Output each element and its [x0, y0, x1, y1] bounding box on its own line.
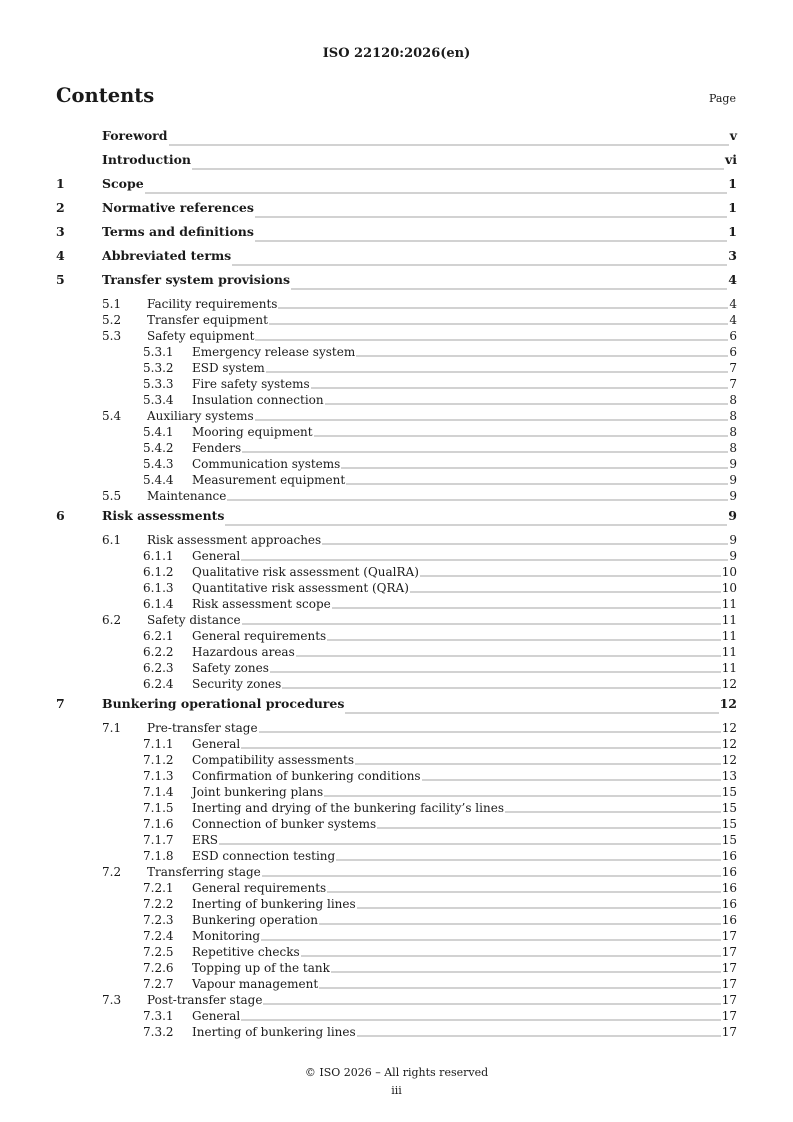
toc-entry-page: 11 — [721, 629, 737, 643]
toc-entry-title: Scope — [102, 176, 144, 191]
toc-entry-number: 7 — [56, 696, 65, 711]
toc-entry-number: 6.2.2 — [143, 645, 174, 659]
toc-entry[interactable] — [56, 960, 737, 976]
toc-entry-number: 5.4 — [102, 409, 122, 423]
dot-leader — [331, 969, 721, 973]
toc-entry[interactable] — [56, 816, 737, 832]
dot-leader — [420, 573, 721, 577]
toc-entry-title: General requirements — [192, 881, 327, 895]
toc-entry[interactable] — [56, 736, 737, 752]
toc-entry[interactable] — [56, 832, 737, 848]
toc-entry-title: Fire safety systems — [192, 377, 310, 391]
dot-leader — [278, 305, 728, 309]
dot-leader — [192, 166, 724, 170]
toc-entry-number: 6 — [56, 508, 65, 523]
toc-entry-title: General — [192, 737, 241, 751]
toc-entry[interactable] — [56, 152, 737, 176]
dot-leader — [377, 825, 721, 829]
dot-leader — [314, 433, 729, 437]
toc-entry-title: Bunkering operation — [192, 913, 318, 927]
toc-entry-number: 5.5 — [102, 489, 122, 503]
dot-leader — [296, 653, 721, 657]
toc-entry-number: 6.2.3 — [143, 661, 174, 675]
toc-entry[interactable] — [56, 976, 737, 992]
toc-entry-title: Maintenance — [147, 489, 227, 503]
dot-leader — [346, 481, 728, 485]
toc-entry-title: Inerting of bunkering lines — [192, 1025, 356, 1039]
toc-entry-title: Safety equipment — [147, 329, 255, 343]
toc-entry-number: 7.1.5 — [143, 801, 174, 815]
toc-entry[interactable] — [56, 992, 737, 1008]
toc-entry-number: 7.1.7 — [143, 833, 174, 847]
toc-entry-number: 7.2 — [102, 865, 122, 879]
toc-entry-number: 7.1.2 — [143, 753, 174, 767]
toc-entry[interactable] — [56, 928, 737, 944]
toc-entry[interactable] — [56, 456, 737, 472]
toc-entry-page: v — [729, 128, 737, 143]
toc-entry-title: Bunkering operational procedures — [102, 696, 345, 711]
dot-leader — [261, 937, 721, 941]
toc-entry-title: Topping up of the tank — [192, 961, 330, 975]
toc-entry-title: Transfer equipment — [147, 313, 268, 327]
dot-leader — [324, 793, 721, 797]
toc-entry-title: Terms and definitions — [102, 224, 254, 239]
toc-entry[interactable] — [56, 360, 737, 376]
toc-entry-number: 6.1.2 — [143, 565, 174, 579]
toc-entry[interactable] — [56, 564, 737, 580]
toc-entry-number: 5.1 — [102, 297, 122, 311]
toc-entry-title: Insulation connection — [192, 393, 324, 407]
toc-entry-page: 7 — [729, 361, 737, 375]
toc-entry-page: 16 — [721, 865, 737, 879]
dot-leader — [357, 905, 721, 909]
toc-entry-page: 15 — [721, 801, 737, 815]
toc-entry-page: 4 — [729, 313, 737, 327]
dot-leader — [357, 1033, 721, 1037]
toc-entry-title: ESD connection testing — [192, 849, 336, 863]
dot-leader — [332, 605, 721, 609]
toc-entry-number: 7.1.1 — [143, 737, 174, 751]
page-number: iii — [391, 1084, 402, 1097]
toc-entry-title: Introduction — [102, 152, 192, 167]
toc-entry-title: General requirements — [192, 629, 327, 643]
toc-entry-page: 17 — [721, 945, 737, 959]
dot-leader — [270, 669, 721, 673]
toc-entry[interactable] — [56, 176, 737, 200]
dot-leader — [255, 238, 727, 242]
toc-entry[interactable] — [56, 1008, 737, 1024]
toc-entry-title: Qualitative risk assessment (QualRA) — [192, 565, 419, 579]
toc-entry-page: 12 — [721, 753, 737, 767]
toc-entry[interactable] — [56, 880, 737, 896]
toc-entry[interactable] — [56, 376, 737, 392]
toc-entry[interactable] — [56, 596, 737, 612]
toc-entry-title: Security zones — [192, 677, 282, 691]
toc-entry[interactable] — [56, 752, 737, 768]
toc-entry-title: Risk assessment approaches — [147, 533, 322, 547]
dot-leader — [336, 857, 720, 861]
toc-entry-page: 1 — [728, 224, 737, 239]
toc-entry-title: Measurement equipment — [192, 473, 346, 487]
dot-leader — [232, 262, 727, 266]
toc-entry-title: Joint bunkering plans — [192, 785, 324, 799]
toc-entry-page: 16 — [721, 913, 737, 927]
toc-entry-title: Inerting and drying of the bunkering facility’s lines — [192, 801, 504, 815]
toc-entry-number: 6.2 — [102, 613, 122, 627]
toc-entry-number: 1 — [56, 176, 65, 191]
toc-entry-number: 5.3 — [102, 329, 122, 343]
toc-entry-page: 12 — [719, 696, 737, 711]
toc-entry-number: 5.2 — [102, 313, 122, 327]
toc-entry-page: 17 — [721, 961, 737, 975]
toc-entry-title: Compatibility assessments — [192, 753, 354, 767]
toc-entry-page: 4 — [729, 297, 737, 311]
dot-leader — [225, 522, 727, 526]
toc-entry-page: 16 — [721, 897, 737, 911]
toc-entry-title: Mooring equipment — [192, 425, 313, 439]
toc-entry-title: Quantitative risk assessment (QRA) — [192, 581, 409, 595]
toc-entry[interactable] — [56, 128, 737, 152]
toc-entry-title: Communication systems — [192, 457, 341, 471]
toc-entry[interactable] — [56, 312, 737, 328]
toc-entry[interactable] — [56, 784, 737, 800]
toc-entry[interactable] — [56, 472, 737, 488]
dot-leader — [356, 353, 728, 357]
dot-leader — [219, 841, 721, 845]
toc-entry-page: 17 — [721, 977, 737, 991]
toc-entry-number: 5.4.3 — [143, 457, 174, 471]
toc-entry-page: 6 — [729, 345, 737, 359]
toc-entry[interactable] — [56, 424, 737, 440]
toc-entry[interactable] — [56, 224, 737, 248]
dot-leader — [262, 873, 721, 877]
toc-entry-title: Pre-transfer stage — [147, 721, 258, 735]
toc-entry-page: 15 — [721, 817, 737, 831]
toc-entry-page: 17 — [721, 1009, 737, 1023]
dot-leader — [327, 637, 721, 641]
toc-entry-page: 9 — [729, 489, 737, 503]
toc-entry[interactable] — [56, 628, 737, 644]
toc-entry-title: Transferring stage — [147, 865, 261, 879]
dot-leader — [255, 417, 729, 421]
toc-entry-title: General — [192, 1009, 241, 1023]
dot-leader — [319, 985, 721, 989]
toc-entry[interactable] — [56, 768, 737, 784]
toc-entry-title: Repetitive checks — [192, 945, 300, 959]
toc-entry[interactable] — [56, 580, 737, 596]
dot-leader — [266, 369, 729, 373]
toc-entry-title: Connection of bunker systems — [192, 817, 377, 831]
dot-leader — [410, 589, 721, 593]
page-column-label: Page — [708, 92, 736, 105]
toc-entry-title: Confirmation of bunkering conditions — [192, 769, 421, 783]
toc-entry-number: 7.3.1 — [143, 1009, 174, 1023]
toc-entry-number: 3 — [56, 224, 65, 239]
contents-title: Contents — [56, 84, 155, 107]
dot-leader — [241, 1017, 720, 1021]
toc-entry[interactable] — [56, 644, 737, 660]
toc-entry-number: 7.2.2 — [143, 897, 174, 911]
toc-entry-page: 6 — [729, 329, 737, 343]
toc-entry-title: Post-transfer stage — [147, 993, 263, 1007]
dot-leader — [269, 321, 728, 325]
toc-entry-number: 6.1.1 — [143, 549, 174, 563]
dot-leader — [301, 953, 721, 957]
toc-entry[interactable] — [56, 440, 737, 456]
toc-entry[interactable] — [56, 200, 737, 224]
toc-entry-number: 5.3.2 — [143, 361, 174, 375]
toc-entry[interactable] — [56, 508, 737, 532]
toc-entry-page: 11 — [721, 661, 737, 675]
toc-entry-page: 9 — [729, 533, 737, 547]
toc-entry-page: 11 — [721, 645, 737, 659]
toc-entry-number: 7.2.7 — [143, 977, 174, 991]
toc-entry-number: 6.1 — [102, 533, 122, 547]
toc-entry-page: 9 — [728, 508, 737, 523]
toc-entry-page: 9 — [729, 473, 737, 487]
toc-entry-page: 8 — [729, 409, 737, 423]
toc-entry-title: Hazardous areas — [192, 645, 295, 659]
toc-entry[interactable] — [56, 696, 737, 720]
toc-entry-number: 6.2.1 — [143, 629, 174, 643]
dot-leader — [241, 745, 720, 749]
toc-entry[interactable] — [56, 864, 737, 880]
toc-entry-number: 7.1.8 — [143, 849, 174, 863]
toc-entry-page: 3 — [728, 248, 737, 263]
toc-entry[interactable] — [56, 392, 737, 408]
toc-entry[interactable] — [56, 548, 737, 564]
dot-leader — [255, 337, 728, 341]
dot-leader — [325, 401, 729, 405]
dot-leader — [341, 465, 728, 469]
document-header: ISO 22120:2026(en) — [322, 46, 471, 61]
toc-entry-title: Normative references — [102, 200, 254, 215]
dot-leader — [422, 777, 721, 781]
dot-leader — [319, 921, 721, 925]
toc-entry-number: 5.4.4 — [143, 473, 174, 487]
toc-entry-title: Abbreviated terms — [102, 248, 232, 263]
toc-entry-page: 13 — [721, 769, 737, 783]
toc-entry-number: 7.2.3 — [143, 913, 174, 927]
toc-entry-number: 5.4.1 — [143, 425, 174, 439]
toc-entry-page: 8 — [729, 441, 737, 455]
toc-entry-title: Emergency release system — [192, 345, 356, 359]
dot-leader — [241, 557, 728, 561]
dot-leader — [291, 286, 727, 290]
toc-entry[interactable] — [56, 944, 737, 960]
toc-entry-title: Safety distance — [147, 613, 241, 627]
toc-entry-title: Foreword — [102, 128, 168, 143]
toc-entry[interactable] — [56, 660, 737, 676]
toc-entry-title: ERS — [192, 833, 219, 847]
toc-entry-page: 10 — [721, 565, 737, 579]
toc-entry-title: Fenders — [192, 441, 242, 455]
toc-entry-number: 7.1 — [102, 721, 122, 735]
dot-leader — [169, 142, 729, 146]
toc-entry-page: 17 — [721, 993, 737, 1007]
toc-entry-number: 7.3.2 — [143, 1025, 174, 1039]
toc-entry-page: 1 — [728, 176, 737, 191]
toc-entry[interactable] — [56, 612, 737, 628]
toc-entry-number: 4 — [56, 248, 65, 263]
toc-entry-page: 4 — [728, 272, 737, 287]
toc-entry-title: Facility requirements — [147, 297, 278, 311]
toc-entry[interactable] — [56, 720, 737, 736]
toc-entry-page: 15 — [721, 833, 737, 847]
toc-entry-number: 6.1.4 — [143, 597, 174, 611]
toc-entry[interactable] — [56, 532, 737, 548]
toc-entry-page: 8 — [729, 393, 737, 407]
toc-entry-page: 12 — [721, 737, 737, 751]
toc-entry-page: 12 — [721, 677, 737, 691]
toc-entry-title: Monitoring — [192, 929, 261, 943]
dot-leader — [355, 761, 721, 765]
dot-leader — [242, 449, 728, 453]
toc-entry-page: 9 — [729, 457, 737, 471]
toc-entry-number: 7.2.1 — [143, 881, 174, 895]
toc-entry[interactable] — [56, 296, 737, 312]
toc-entry[interactable] — [56, 488, 737, 504]
toc-entry-number: 7.3 — [102, 993, 122, 1007]
toc-entry-number: 7.1.3 — [143, 769, 174, 783]
dot-leader — [322, 541, 728, 545]
toc-entry-page: 17 — [721, 1025, 737, 1039]
toc-entry-number: 5.3.4 — [143, 393, 174, 407]
toc-entry-title: Risk assessments — [102, 508, 225, 523]
toc-entry-page: 12 — [721, 721, 737, 735]
dot-leader — [227, 497, 728, 501]
toc-entry-number: 7.2.6 — [143, 961, 174, 975]
toc-entry-title: Risk assessment scope — [192, 597, 331, 611]
toc-entry[interactable] — [56, 248, 737, 272]
toc-entry-page: 7 — [729, 377, 737, 391]
toc-entry-number: 7.2.5 — [143, 945, 174, 959]
toc-entry-page: 16 — [721, 849, 737, 863]
toc-entry-number: 7.1.4 — [143, 785, 174, 799]
dot-leader — [259, 729, 721, 733]
toc-entry-page: 16 — [721, 881, 737, 895]
toc-entry[interactable] — [56, 800, 737, 816]
toc-entry-page: 8 — [729, 425, 737, 439]
toc-entry[interactable] — [56, 912, 737, 928]
toc-entry-number: 7.2.4 — [143, 929, 174, 943]
toc-entry[interactable] — [56, 328, 737, 344]
dot-leader — [311, 385, 729, 389]
toc-entry[interactable] — [56, 1024, 737, 1040]
toc-entry-page: 15 — [721, 785, 737, 799]
toc-entry-number: 6.1.3 — [143, 581, 174, 595]
toc-entry-title: ESD system — [192, 361, 265, 375]
toc-entry-number: 5.3.1 — [143, 345, 174, 359]
toc-entry[interactable] — [56, 344, 737, 360]
toc-entry-title: Auxiliary systems — [147, 409, 254, 423]
toc-entry[interactable] — [56, 676, 737, 692]
dot-leader — [255, 214, 727, 218]
dot-leader — [145, 190, 728, 194]
toc-entry-number: 5.4.2 — [143, 441, 174, 455]
toc-entry[interactable] — [56, 848, 737, 864]
toc-entry-title: Inerting of bunkering lines — [192, 897, 356, 911]
dot-leader — [345, 710, 718, 714]
toc-entry[interactable] — [56, 408, 737, 424]
toc-entry-number: 5.3.3 — [143, 377, 174, 391]
toc-entry-title: Safety zones — [192, 661, 269, 675]
toc-entry-page: 9 — [729, 549, 737, 563]
table-of-contents — [56, 128, 737, 1040]
dot-leader — [327, 889, 721, 893]
dot-leader — [263, 1001, 720, 1005]
toc-entry-number: 7.1.6 — [143, 817, 174, 831]
toc-entry-page: 17 — [721, 929, 737, 943]
toc-entry-page: vi — [724, 152, 737, 167]
toc-entry-page: 10 — [721, 581, 737, 595]
toc-entry-number: 5 — [56, 272, 65, 287]
dot-leader — [282, 685, 720, 689]
toc-entry-number: 2 — [56, 200, 65, 215]
toc-entry-title: Vapour management — [192, 977, 319, 991]
toc-entry-page: 11 — [721, 597, 737, 611]
dot-leader — [505, 809, 721, 813]
toc-entry-title: Transfer system provisions — [102, 272, 291, 287]
toc-entry-page: 1 — [728, 200, 737, 215]
toc-entry-number: 6.2.4 — [143, 677, 174, 691]
toc-entry-page: 11 — [721, 613, 737, 627]
toc-entry-title: General — [192, 549, 241, 563]
toc-entry[interactable] — [56, 272, 737, 296]
toc-entry[interactable] — [56, 896, 737, 912]
copyright-footer: © ISO 2026 – All rights reserved — [304, 1066, 489, 1079]
dot-leader — [242, 621, 721, 625]
